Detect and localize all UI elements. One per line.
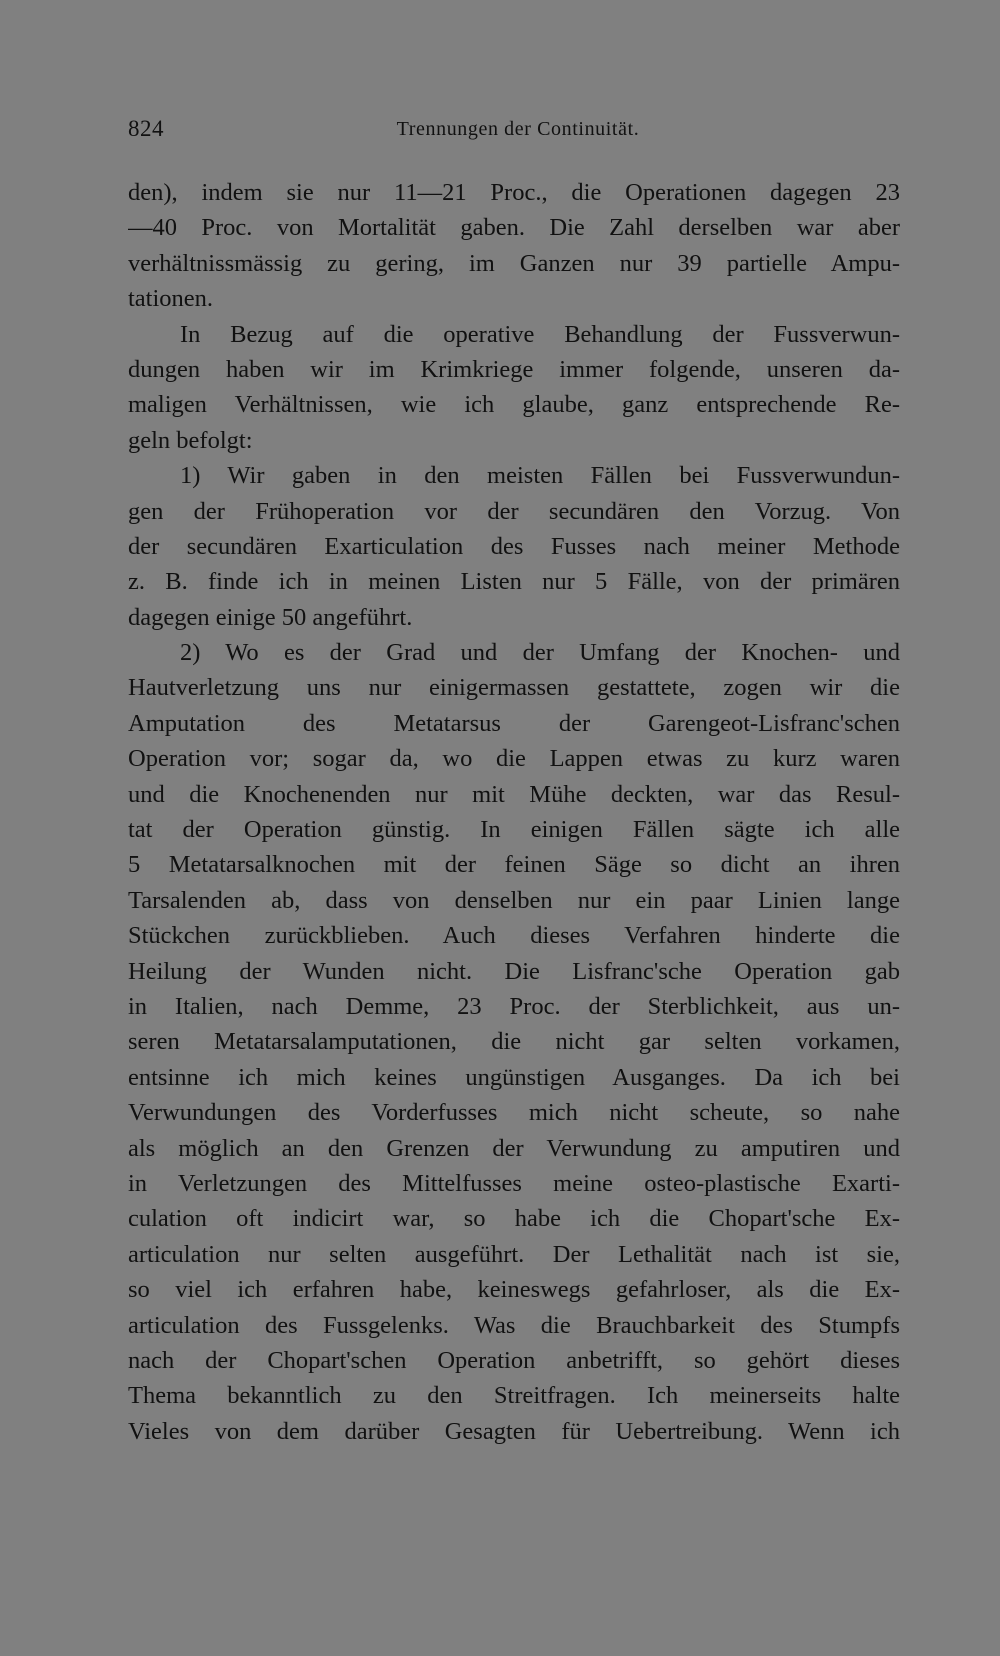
text-line: in Verletzungen des Mittelfusses meine osteo-plastische Exarti- [128,1169,900,1197]
text-line: tationen. [128,285,214,313]
text-line: in Italien, nach Demme, 23 Proc. der Sterblichkeit, aus un- [128,992,900,1020]
text-line: geln befolgt: [128,426,253,454]
text-line: verhältnissmässig zu gering, im Ganzen nur 39 partielle Ampu- [128,249,900,277]
text-line: Heilung der Wunden nicht. Die Lisfranc'sche Operation gab [128,957,900,985]
text-line: In Bezug auf die operative Behandlung der Fussverwun- [180,320,900,348]
text-line: dungen haben wir im Krimkriege immer folgende, unseren da- [128,355,900,383]
text-line: Amputation des Metatarsus der Garengeot-Lisfranc'schen [128,709,900,737]
page-number: 824 [128,116,164,141]
text-line: articulation des Fussgelenks. Was die Brauchbarkeit des Stumpfs [128,1311,900,1339]
text-line: z. B. finde ich in meinen Listen nur 5 Fälle, von der primären [128,568,900,596]
text-line: Thema bekanntlich zu den Streitfragen. Ich meinerseits halte [128,1382,900,1410]
text-line: 5 Metatarsalknochen mit der feinen Säge so dicht an ihren [128,851,900,879]
text-line: Tarsalenden ab, dass von denselben nur ein paar Linien lange [128,886,900,914]
text-line: tat der Operation günstig. In einigen Fällen sägte ich alle [128,816,900,844]
text-line: und die Knochenenden nur mit Mühe deckten, war das Resul- [128,780,900,808]
text-line: entsinne ich mich keines ungünstigen Ausganges. Da ich bei [128,1063,900,1091]
page-header [128,116,900,152]
text-line: den), indem sie nur 11—21 Proc., die Operationen dagegen 23 [128,179,900,206]
running-title: Trennungen der Continuität. [396,118,640,140]
text-line: als möglich an den Grenzen der Verwundung zu amputiren und [128,1134,900,1162]
text-line: 1) Wir gaben in den meisten Fällen bei Fussverwundun- [180,462,900,490]
text-line: 2) Wo es der Grad und der Umfang der Knochen- und [180,639,900,667]
text-line: Operation vor; sogar da, wo die Lappen etwas zu kurz waren [128,745,900,773]
body-text [128,175,900,1449]
text-line: so viel ich erfahren habe, keineswegs gefahrloser, als die Ex- [128,1276,900,1304]
text-line: Verwundungen des Vorderfusses mich nicht scheute, so nahe [128,1099,900,1127]
text-line: culation oft indicirt war, so habe ich die Chopart'sche Ex- [128,1205,900,1233]
text-line: dagegen einige 50 angeführt. [128,603,413,631]
text-line: Hautverletzung uns nur einigermassen gestattete, zogen wir die [128,674,900,702]
text-line: Stückchen zurückblieben. Auch dieses Verfahren hinderte die [128,922,900,950]
text-line: seren Metatarsalamputationen, die nicht gar selten vorkamen, [128,1028,900,1056]
text-line: Vieles von dem darüber Gesagten für Uebertreibung. Wenn ich [128,1417,900,1445]
text-line: nach der Chopart'schen Operation anbetrifft, so gehört dieses [128,1346,900,1374]
text-line: articulation nur selten ausgeführt. Der Lethalität nach ist sie, [128,1240,900,1268]
text-line: gen der Frühoperation vor der secundären den Vorzug. Von [128,497,900,525]
text-line: maligen Verhältnissen, wie ich glaube, ganz entsprechende Re- [128,391,900,419]
text-line: der secundären Exarticulation des Fusses nach meiner Methode [128,532,900,560]
text-line: —40 Proc. von Mortalität gaben. Die Zahl derselben war aber [128,214,900,242]
